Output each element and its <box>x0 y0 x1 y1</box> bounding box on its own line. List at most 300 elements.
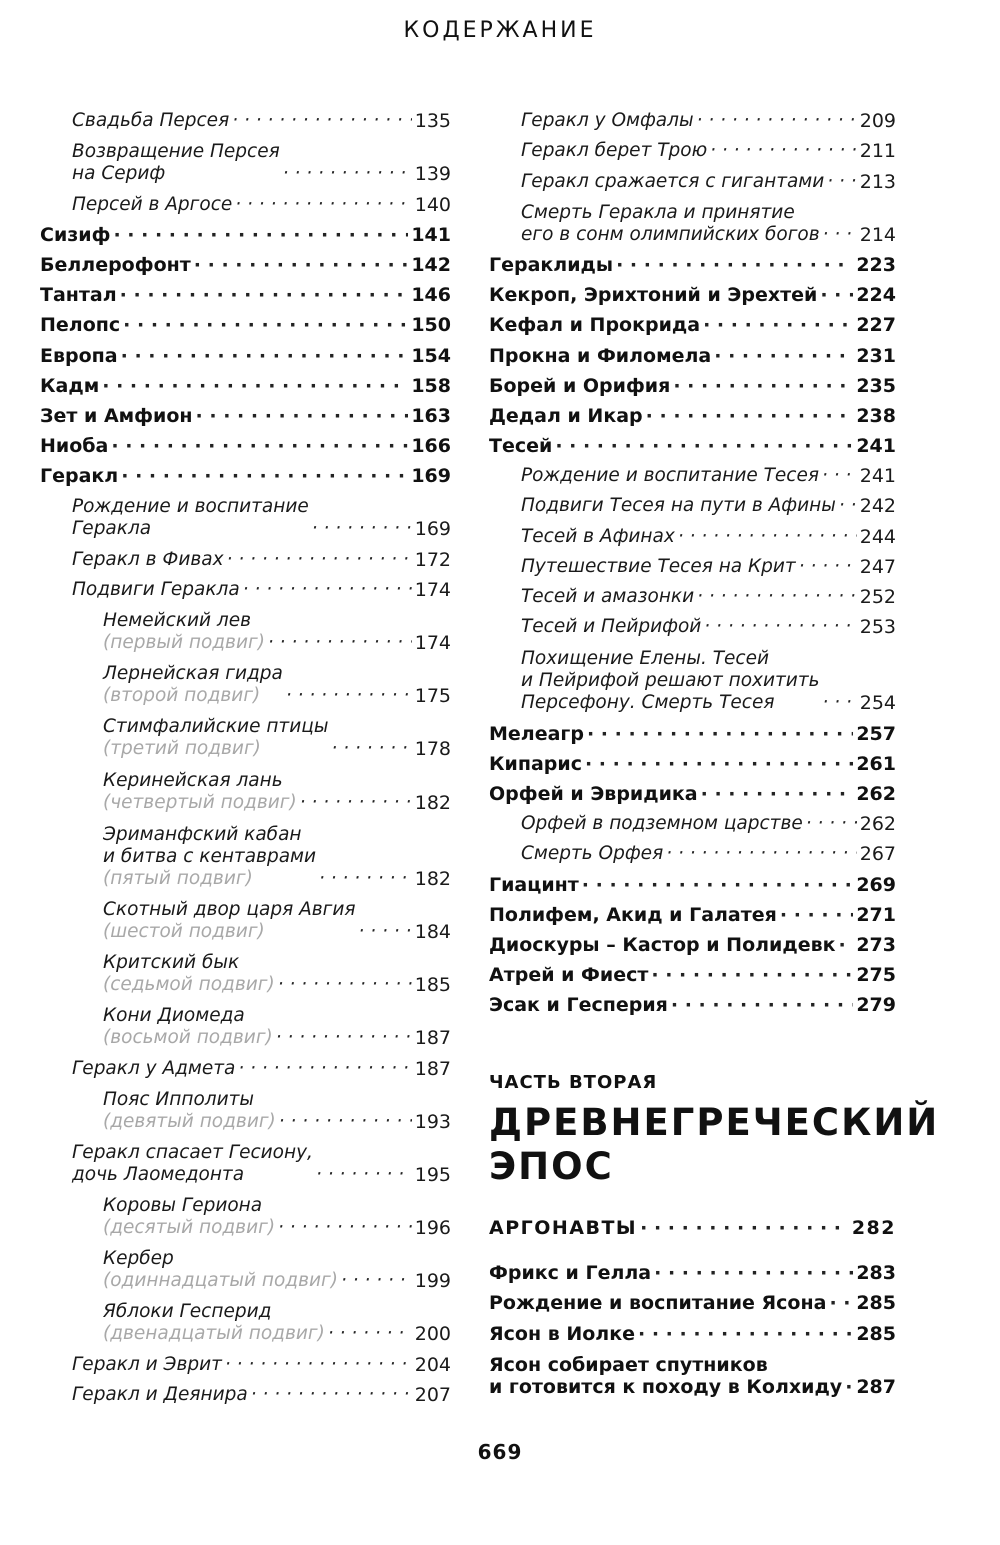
toc-entry-page: 262 <box>859 813 896 836</box>
toc-entry-page: 252 <box>859 586 896 608</box>
toc-leader-dots <box>697 586 857 608</box>
toc-entry-title-text: Смерть Геракла и принятие его в сонм олимпийских богов <box>521 201 820 245</box>
toc-entry[interactable] <box>489 132 896 162</box>
toc-entry-subtitle: (седьмой подвиг) <box>103 974 275 996</box>
argonauts-section <box>489 1209 896 1239</box>
toc-leader-dots <box>312 518 412 540</box>
toc-entry-title <box>103 1005 273 1049</box>
toc-entry-title <box>521 586 694 608</box>
toc-leader-dots <box>331 738 411 760</box>
toc-leader-dots <box>283 163 412 185</box>
toc-leader-dots <box>704 616 856 638</box>
toc-entry-title <box>489 435 552 457</box>
toc-leader-dots <box>651 964 853 986</box>
toc-entry[interactable] <box>40 760 451 813</box>
toc-entry-page: 196 <box>414 1217 451 1240</box>
toc-entry[interactable] <box>40 1186 451 1239</box>
toc-entry[interactable] <box>40 1080 451 1133</box>
toc-entry-subtitle: (четвертый подвиг) <box>103 791 297 813</box>
toc-entry-title <box>489 284 817 306</box>
toc-leader-dots <box>279 1111 412 1133</box>
toc-entry[interactable] <box>40 487 451 540</box>
toc-entry[interactable] <box>489 1345 896 1398</box>
toc-entry-page: 269 <box>856 873 896 896</box>
toc-leader-dots <box>300 792 412 814</box>
toc-entry-title <box>521 465 819 487</box>
toc-leader-dots <box>268 632 412 654</box>
toc-leader-dots <box>829 1292 853 1314</box>
toc-entry[interactable] <box>489 1284 896 1314</box>
toc-entry-page: 285 <box>856 1322 896 1345</box>
toc-entry-title <box>103 770 297 814</box>
toc-entry-page: 253 <box>859 616 896 639</box>
toc-entry-subtitle: (третий подвиг) <box>103 738 261 760</box>
toc-leader-dots <box>714 345 853 367</box>
toc-entry[interactable] <box>40 654 451 707</box>
part-label: ЧАСТЬ ВТОРАЯ <box>489 1072 658 1093</box>
toc-leader-dots <box>638 1323 853 1345</box>
toc-entry-title-text: Яблоки Гесперид <box>103 1301 272 1323</box>
toc-leader-dots <box>703 314 853 336</box>
toc-leader-dots <box>121 465 408 487</box>
toc-leader-dots <box>822 465 857 487</box>
toc-entry-title <box>40 405 193 427</box>
toc-entry-title <box>103 1195 275 1239</box>
toc-entry-title <box>72 141 280 185</box>
toc-entry-title-text: Дедал и Икар <box>489 404 643 427</box>
toc-entry[interactable] <box>489 805 896 835</box>
toc-entry-title-text: Скотный двор царя Авгия <box>103 898 356 920</box>
toc-leader-dots <box>654 1262 853 1284</box>
toc-entry-title <box>489 874 579 896</box>
toc-leader-dots <box>673 375 853 397</box>
toc-entry[interactable] <box>40 943 451 996</box>
toc-entry-page: 146 <box>411 284 451 307</box>
toc-leader-dots <box>823 224 857 246</box>
toc-entry-title <box>489 314 700 336</box>
toc-entry-title <box>489 723 584 745</box>
toc-entry[interactable] <box>489 427 896 457</box>
toc-entry-title-text: Кербер <box>103 1248 174 1270</box>
toc-entry[interactable] <box>489 865 896 895</box>
toc-entry-title-text: Прокна и Филомела <box>489 344 712 367</box>
toc-entry-title-text: Рождение и воспитание Тесея <box>521 465 819 487</box>
toc-entry-page: 169 <box>411 465 451 488</box>
toc-leader-dots <box>845 1376 853 1398</box>
toc-entry-title <box>489 964 648 986</box>
toc-entry-title-text: Геракл берет Трою <box>521 140 708 162</box>
toc-entry-title-text: Смерть Орфея <box>521 843 664 865</box>
toc-entry-title-text: Гераклиды <box>489 253 614 276</box>
toc-entry-title-text: Возвращение Персея на Сериф <box>72 141 280 185</box>
toc-entry-title <box>489 753 582 775</box>
toc-entry-page: 242 <box>859 495 896 518</box>
toc-entry-page: 267 <box>859 843 896 866</box>
toc-entry[interactable] <box>40 601 451 654</box>
toc-entry-page: 172 <box>414 548 451 571</box>
toc-entry-title <box>72 579 240 601</box>
toc-entry-title-text: Тесей <box>489 435 553 458</box>
toc-entry[interactable] <box>489 487 896 517</box>
toc-entry-title-text: Керинейская лань <box>103 769 283 791</box>
toc-leader-dots <box>316 1164 412 1186</box>
toc-entry-title <box>489 375 670 397</box>
toc-entry-page: 273 <box>856 933 896 956</box>
toc-leader-dots <box>123 314 408 336</box>
toc-entry-subtitle: (восьмой подвиг) <box>103 1027 273 1049</box>
toc-entry[interactable] <box>489 193 896 246</box>
toc-entry-page: 271 <box>856 903 896 926</box>
toc-entry-title <box>521 110 694 132</box>
toc-entry[interactable] <box>40 102 451 132</box>
toc-entry-title <box>103 899 356 943</box>
toc-entry[interactable] <box>40 276 451 306</box>
toc-entry-page: 261 <box>856 752 896 775</box>
part-title-line-1: ДРЕВНЕГРЕЧЕСКИЙ <box>489 1101 940 1144</box>
toc-entry-title <box>103 1089 276 1133</box>
toc-leader-dots <box>251 1384 412 1406</box>
toc-entry-page: 211 <box>859 140 896 163</box>
toc-entry[interactable] <box>489 775 896 805</box>
toc-entry-page: 241 <box>856 435 896 458</box>
toc-entry-title-text: Мелеагр <box>489 722 584 745</box>
toc-entry-title <box>72 549 224 571</box>
toc-entry[interactable] <box>40 397 451 427</box>
toc-entry[interactable] <box>489 1254 896 1284</box>
toc-entry-title-text: Гиацинт <box>489 873 579 896</box>
toc-entry[interactable] <box>489 336 896 366</box>
toc-entry-title-text: Персей в Аргосе <box>72 193 233 215</box>
toc-entry-title <box>521 140 707 162</box>
toc-entry[interactable] <box>489 397 896 427</box>
toc-leader-dots <box>121 345 409 367</box>
toc-entry-page: 163 <box>411 404 451 427</box>
toc-entry[interactable] <box>40 1376 451 1406</box>
toc-entry-title-text: Рождение и воспитание Ясона <box>489 1292 827 1315</box>
toc-leader-dots <box>286 685 412 707</box>
toc-entry-title <box>521 813 803 835</box>
toc-entry-title-text: Геракл и Эврит <box>72 1353 222 1375</box>
toc-entry-argonauts[interactable] <box>489 1209 896 1239</box>
toc-entry[interactable] <box>489 367 896 397</box>
toc-entry-title <box>489 1262 651 1284</box>
toc-entry-title-text: Свадьба Персея <box>72 110 230 132</box>
toc-entry[interactable] <box>40 1345 451 1375</box>
toc-entry-page: 174 <box>414 632 451 654</box>
toc-entry-title: АРГОНАВТЫ <box>489 1217 638 1240</box>
toc-leader-dots <box>820 284 853 306</box>
toc-entry-title-text: Пояс Ипполиты <box>103 1088 254 1110</box>
toc-entry[interactable] <box>40 540 451 570</box>
toc-leader-dots <box>278 974 412 996</box>
toc-entry-page: 195 <box>414 1163 451 1186</box>
toc-entry[interactable] <box>40 707 451 760</box>
toc-leader-dots <box>276 1027 412 1049</box>
toc-entry-page: 200 <box>414 1323 451 1346</box>
toc-entry-page: 224 <box>856 284 896 307</box>
toc-entry[interactable] <box>489 745 896 775</box>
toc-entry-page: 169 <box>414 518 451 541</box>
toc-entry-page: 257 <box>856 722 896 745</box>
toc-leader-dots <box>697 110 857 132</box>
toc-entry-page: 193 <box>414 1110 451 1133</box>
toc-entry[interactable] <box>489 896 896 926</box>
toc-entry-subtitle: (первый подвиг) <box>103 632 265 653</box>
toc-entry[interactable] <box>40 1239 451 1292</box>
toc-entry[interactable] <box>489 102 896 132</box>
toc-entry-title-text: Немейский лев <box>103 610 252 631</box>
toc-entry[interactable] <box>40 890 451 943</box>
toc-entry-page: 204 <box>414 1353 451 1376</box>
toc-entry-title-text: Орфей и Эвридика <box>489 782 698 805</box>
toc-entry-title <box>72 194 232 216</box>
toc-entry-page: 185 <box>414 974 451 997</box>
toc-entry-title-text: Геракл сражается с гигантами <box>521 170 825 192</box>
toc-entry-title-text: Путешествие Тесея на Крит <box>521 555 796 577</box>
toc-entry-title-text: Пелопс <box>40 314 121 337</box>
toc-entry-title-text: Кадм <box>40 374 100 397</box>
toc-entry-title-text: Критский бык <box>103 952 240 974</box>
toc-entry-title <box>521 556 796 578</box>
toc-entry-page: 150 <box>411 314 451 337</box>
toc-entry-title <box>521 202 820 246</box>
toc-entry[interactable] <box>40 185 451 215</box>
toc-leader-dots <box>839 495 857 517</box>
toc-leader-dots <box>196 405 409 427</box>
toc-entry-page: 227 <box>856 314 896 337</box>
toc-entry[interactable] <box>489 517 896 547</box>
toc-entry-page: 207 <box>414 1383 451 1406</box>
toc-entry[interactable] <box>40 427 451 457</box>
toc-leader-dots <box>582 874 854 896</box>
toc-entry-title <box>72 1142 313 1186</box>
toc-entry[interactable] <box>489 638 896 714</box>
toc-entry-title <box>40 465 118 487</box>
toc-entry-page: 282 <box>851 1217 896 1240</box>
toc-leader-dots <box>823 692 857 714</box>
toc-entry-title-text: Тантал <box>40 284 117 307</box>
toc-entry-page: 175 <box>414 685 451 708</box>
toc-entry-page: 141 <box>411 223 451 246</box>
toc-leader-dots <box>225 1354 412 1376</box>
toc-entry-title-text: Эриманфский кабан и битва с кентаврами <box>103 823 317 867</box>
toc-entry-title-text: Тесей и амазонки <box>521 586 695 607</box>
toc-entry-title-text: Стимфалийские птицы <box>103 716 329 738</box>
toc-entry-page: 285 <box>856 1292 896 1315</box>
toc-leader-dots <box>710 140 857 162</box>
toc-leader-dots <box>806 813 857 835</box>
toc-leader-dots <box>328 1323 412 1345</box>
toc-entry-title-text: Тесей и Пейрифой <box>521 616 702 638</box>
toc-entry-title <box>489 405 643 427</box>
toc-entry[interactable] <box>40 1049 451 1079</box>
toc-entry-title <box>521 171 824 193</box>
toc-leader-dots <box>102 375 408 397</box>
toc-entry-title-text: Кони Диомеда <box>103 1005 245 1027</box>
toc-entry[interactable] <box>40 996 451 1049</box>
toc-entry-title-text: Геракл <box>40 465 119 488</box>
toc-entry-title-text: Атрей и Фиест <box>489 964 649 987</box>
toc-entry-title-text: Геракл спасает Гесиону, дочь Лаомедонта <box>72 1141 313 1185</box>
toc-entry[interactable] <box>489 956 896 986</box>
toc-leader-dots <box>113 224 408 246</box>
toc-entry-page: 182 <box>414 867 451 890</box>
toc-leader-dots <box>120 284 409 306</box>
toc-argonauts-list <box>489 1254 896 1398</box>
toc-entry-page: 140 <box>414 193 451 216</box>
toc-entry-title <box>103 610 265 654</box>
toc-leader-dots <box>341 1270 412 1292</box>
toc-entry-title <box>521 648 820 714</box>
toc-entry-page: 199 <box>414 1270 451 1293</box>
toc-entry-title <box>489 1292 826 1314</box>
toc-entry-page: 135 <box>414 110 451 133</box>
toc-entry[interactable] <box>489 276 896 306</box>
toc-entry[interactable] <box>489 578 896 608</box>
toc-entry-page: 187 <box>414 1057 451 1080</box>
toc-entry-title <box>103 716 328 760</box>
toc-entry-title <box>489 254 613 276</box>
toc-entry-page: 244 <box>859 525 896 548</box>
toc-leader-dots <box>701 783 854 805</box>
toc-entry[interactable] <box>40 336 451 366</box>
toc-entry-page: 174 <box>414 578 451 601</box>
toc-entry-subtitle: (второй подвиг) <box>103 685 261 707</box>
toc-entry-title <box>489 783 698 805</box>
toc-entry[interactable] <box>489 835 896 865</box>
toc-entry-subtitle: (пятый подвиг) <box>103 867 253 889</box>
toc-entry[interactable] <box>489 714 896 744</box>
toc-entry-title <box>489 934 836 956</box>
toc-entry-title-text: Геракл в Фивах <box>72 548 224 570</box>
toc-leader-dots <box>839 934 854 956</box>
toc-entry-page: 166 <box>411 435 451 458</box>
toc-entry[interactable] <box>489 608 896 638</box>
toc-entry-title <box>72 1058 235 1080</box>
toc-entry-page: 262 <box>856 782 896 805</box>
toc-entry-page: 254 <box>859 692 896 715</box>
toc-entry-page: 287 <box>856 1375 896 1398</box>
toc-entry-page: 158 <box>411 374 451 397</box>
toc-entry[interactable] <box>40 216 451 246</box>
toc-entry[interactable] <box>489 926 896 956</box>
toc-leader-dots <box>319 868 412 890</box>
toc-entry-title <box>489 1323 635 1345</box>
toc-entry[interactable] <box>489 457 896 487</box>
part-title-line-2: ЭПОС <box>489 1145 614 1188</box>
toc-entry-title <box>40 314 120 336</box>
toc-entry-page: 231 <box>856 344 896 367</box>
toc-entry-subtitle: (шестой подвиг) <box>103 920 265 942</box>
toc-entry-title-text: Подвиги Тесея на пути в Афины <box>521 495 836 517</box>
toc-entry-title <box>40 435 108 457</box>
toc-entry-page: 238 <box>856 404 896 427</box>
toc-entry-page: 213 <box>859 170 896 193</box>
toc-entry[interactable] <box>489 162 896 192</box>
toc-entry-title <box>40 224 110 246</box>
part-title <box>489 1101 940 1189</box>
toc-entry-page: 184 <box>414 920 451 943</box>
toc-entry[interactable] <box>40 246 451 276</box>
toc-entry-page: 275 <box>856 964 896 987</box>
toc-entry-title <box>72 110 229 132</box>
toc-entry[interactable] <box>489 306 896 336</box>
toc-entry-title <box>40 345 118 367</box>
toc-left-column <box>40 102 451 1406</box>
toc-entry-title <box>40 254 191 276</box>
toc-entry-title <box>521 843 663 865</box>
toc-entry-title <box>521 526 675 548</box>
toc-leader-dots <box>238 1058 411 1080</box>
toc-entry-title-text: Похищение Елены. Тесей и Пейрифой решают похитить Персефону. Смерть Тесея <box>521 648 820 714</box>
toc-leader-dots <box>678 526 857 548</box>
toc-entry-title <box>72 496 309 540</box>
toc-entry-subtitle: (двенадцатый подвиг) <box>103 1323 325 1345</box>
toc-entry-title <box>489 1354 842 1398</box>
toc-leader-dots <box>194 254 409 276</box>
toc-entry[interactable] <box>40 132 451 185</box>
toc-entry-page: 187 <box>414 1027 451 1050</box>
toc-entry-title-text: Рождение и воспитание Геракла <box>72 496 309 540</box>
toc-entry[interactable] <box>40 367 451 397</box>
toc-entry-page: 142 <box>411 253 451 276</box>
toc-entry-title <box>40 284 117 306</box>
toc-entry[interactable] <box>489 986 896 1016</box>
toc-leader-dots <box>827 171 856 193</box>
toc-leader-dots <box>243 579 412 601</box>
toc-entry[interactable] <box>40 571 451 601</box>
toc-entry[interactable] <box>40 814 451 890</box>
toc-entry-title-text: Орфей в подземном царстве <box>521 813 803 835</box>
toc-entry[interactable] <box>40 1292 451 1345</box>
toc-leader-dots <box>111 435 408 457</box>
toc-entry-title-text: Эсак и Гесперия <box>489 994 668 1017</box>
toc-entry-page: 182 <box>414 791 451 814</box>
toc-entry[interactable] <box>489 548 896 578</box>
page-header: КОДЕРЖАНИЕ <box>403 18 597 43</box>
toc-leader-dots <box>585 753 853 775</box>
toc-entry-title-text: Кефал и Прокрида <box>489 314 701 337</box>
toc-leader-dots <box>587 723 853 745</box>
toc-entry[interactable] <box>40 1133 451 1186</box>
toc-leader-dots <box>646 405 854 427</box>
toc-entry-page: 209 <box>859 110 896 133</box>
toc-entry-title-text: Геракл и Деянира <box>72 1383 248 1405</box>
toc-entry[interactable] <box>489 246 896 276</box>
toc-entry-title-text: Геракл у Омфалы <box>521 110 694 132</box>
toc-entry[interactable] <box>40 457 451 487</box>
toc-entry-title <box>103 663 283 707</box>
toc-entry-title <box>521 495 836 517</box>
toc-entry-page: 241 <box>859 465 896 488</box>
toc-entry-title <box>72 1384 248 1406</box>
toc-entry-title <box>489 994 668 1016</box>
toc-entry-title-text: Полифем, Акид и Галатея <box>489 903 777 926</box>
toc-entry-title-text: Геракл у Адмета <box>72 1057 236 1079</box>
toc-entry-page: 283 <box>856 1262 896 1285</box>
toc-entry[interactable] <box>40 306 451 336</box>
toc-entry-title-text: Ясон в Иолке <box>489 1322 635 1345</box>
toc-entry-title <box>489 904 777 926</box>
toc-entry[interactable] <box>489 1314 896 1344</box>
toc-entry-title-text: Борей и Орифия <box>489 374 671 397</box>
toc-leader-dots <box>799 556 857 578</box>
toc-entry-page: 139 <box>414 163 451 186</box>
toc-leader-dots <box>616 254 853 276</box>
toc-entry-page: 247 <box>859 555 896 578</box>
toc-entry-title <box>40 375 99 397</box>
toc-entry-page: 154 <box>411 344 451 367</box>
